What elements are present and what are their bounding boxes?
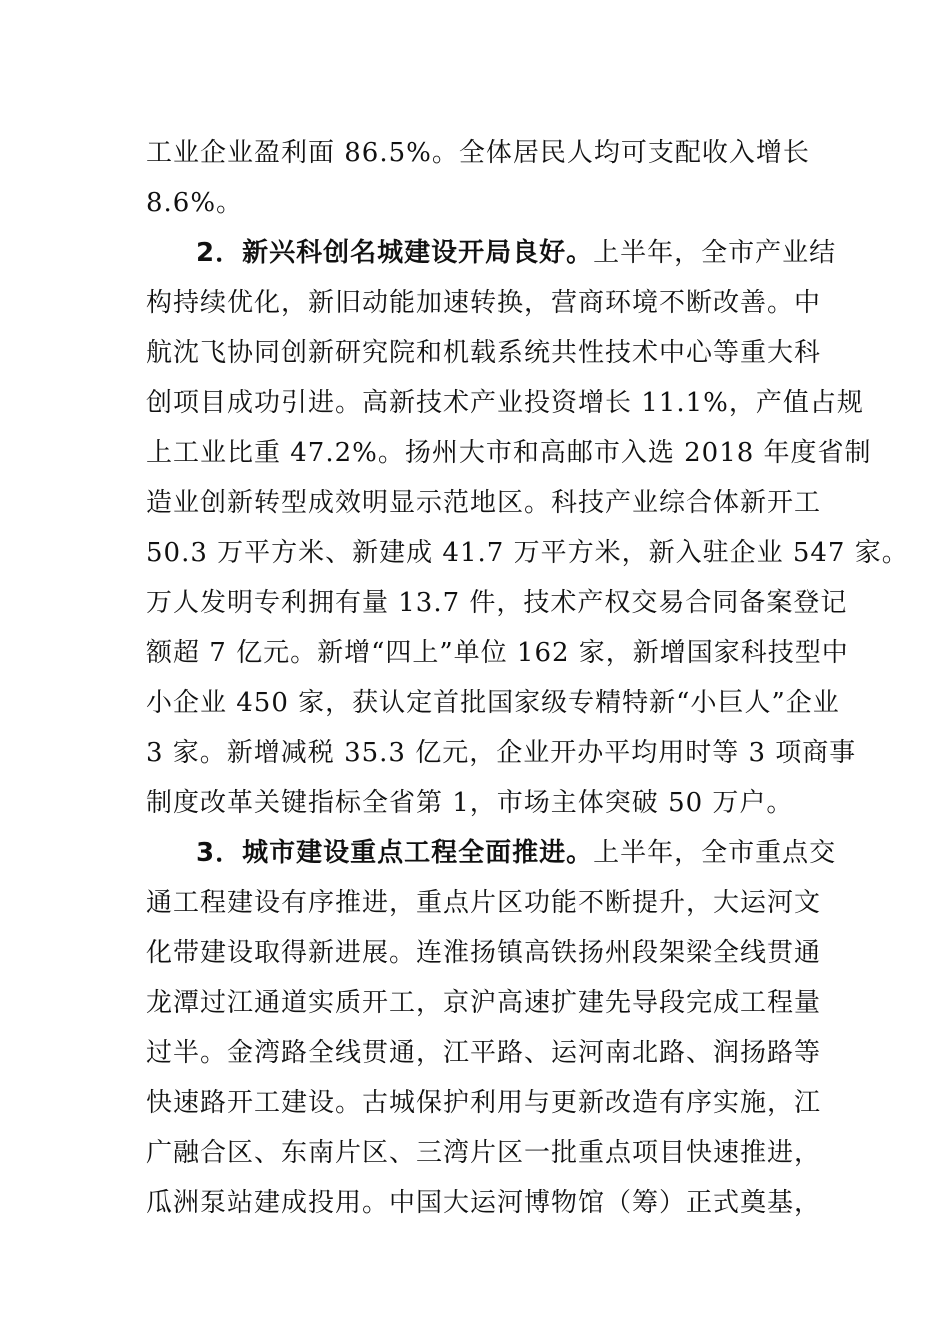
- text-line: 工业企业盈利面 86.5%。全体居民人均可支配收入增长: [146, 138, 810, 168]
- section-2-heading: 2．新兴科创名城建设开局良好。: [196, 238, 594, 268]
- text-line: 构持续优化，新旧动能加速转换，营商环境不断改善。中: [146, 288, 822, 318]
- text-line: 上工业比重 47.2%。扬州大市和高邮市入选 2018 年度省制: [146, 438, 872, 468]
- text-line: 广融合区、东南片区、三湾片区一批重点项目快速推进，: [146, 1138, 822, 1168]
- section-2-text: 上半年，全市产业结: [593, 238, 837, 268]
- text-line: 龙潭过江通道实质开工，京沪高速扩建先导段完成工程量: [146, 988, 822, 1018]
- text-line: 快速路开工建设。古城保护利用与更新改造有序实施，江: [146, 1088, 822, 1118]
- text-line: 航沈飞协同创新研究院和机载系统共性技术中心等重大科: [146, 338, 822, 368]
- section-3-paragraph-start: [196, 828, 896, 878]
- text-line: 万人发明专利拥有量 13.7 件，技术产权交易合同备案登记: [146, 588, 848, 618]
- text-line: 瓜洲泵站建成投用。中国大运河博物馆（筹）正式奠基，: [146, 1188, 822, 1218]
- text-line: 3 家。新增减税 35.3 亿元，企业开办平均用时等 3 项商事: [146, 738, 857, 768]
- text-line: 8.6%。: [146, 188, 244, 218]
- text-line: 额超 7 亿元。新增“四上”单位 162 家，新增国家科技型中: [146, 638, 849, 668]
- text-line: 制度改革关键指标全省第 1，市场主体突破 50 万户。: [146, 788, 794, 818]
- section-2-paragraph-start: [196, 228, 896, 278]
- text-line: 小企业 450 家，获认定首批国家级专精特新“小巨人”企业: [146, 688, 840, 718]
- text-line: 化带建设取得新进展。连淮扬镇高铁扬州段架梁全线贯通: [146, 938, 822, 968]
- section-3-heading: 3．城市建设重点工程全面推进。: [196, 838, 594, 868]
- text-line: 过半。金湾路全线贯通，江平路、运河南北路、润扬路等: [146, 1038, 822, 1068]
- text-line: 创项目成功引进。高新技术产业投资增长 11.1%，产值占规: [146, 388, 864, 418]
- text-line: 50.3 万平方米、新建成 41.7 万平方米，新入驻企业 547 家。: [146, 538, 909, 568]
- text-line: 造业创新转型成效明显示范地区。科技产业综合体新开工: [146, 488, 822, 518]
- section-3-text: 上半年，全市重点交: [593, 838, 837, 868]
- text-line: 通工程建设有序推进，重点片区功能不断提升，大运河文: [146, 888, 822, 918]
